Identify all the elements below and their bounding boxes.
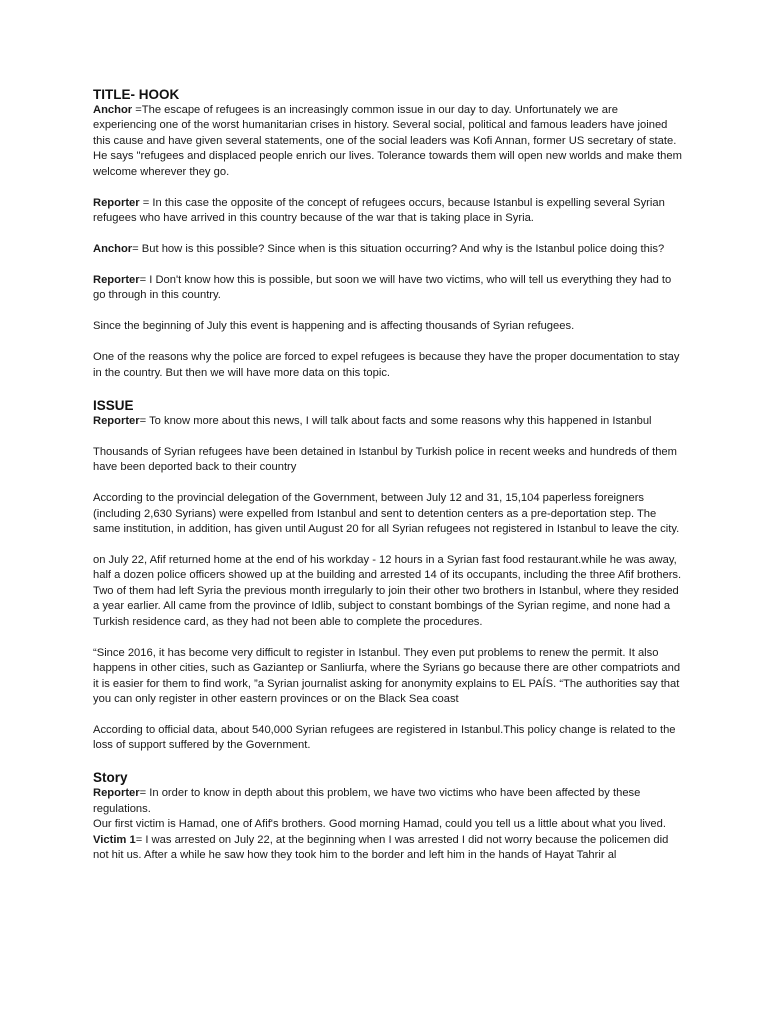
reporter-paragraph <box>93 273 683 304</box>
body-paragraph: One of the reasons why the police are forced to expel refugees is because they have the proper documentation to stay in the country. But then we will have more data on this topic. <box>93 351 680 379</box>
body-paragraph: Thousands of Syrian refugees have been detained in Istanbul by Turkish police in recent weeks and hundreds of them have been deported back to their country <box>93 445 677 474</box>
reporter-paragraph <box>93 786 683 817</box>
paragraph-text: = I was arrested on July 22, at the beginning when I was arrested I did not worry because the policemen did not hit us. After a while he saw how they took him to the border and left him in the hands of Hayat Tahrir al <box>93 833 669 861</box>
section-heading-story: Story <box>93 770 128 786</box>
body-paragraph: According to the provincial delegation of the Government, between July 12 and 31, 15,104 paperless foreigners (including 2,630 Syrians) were expelled from Istanbul and sent to detention centers as a pre-deportation step. The same institution, in addition, has given until August 20 for all Syrian refugees not registered in Istanbul to leave the city. <box>93 492 680 536</box>
body-paragraph: According to official data, about 540,000 Syrian refugees are registered in Istanbul.This policy change is related to the loss of support suffered by the Government. <box>93 723 676 752</box>
body-paragraph: Our first victim is Hamad, one of Afif's brothers. Good morning Hamad, could you tell us a little about what you lived. <box>93 818 666 831</box>
section-heading-hook: TITLE- HOOK <box>93 87 180 102</box>
body-paragraph: on July 22, Afif returned home at the end of his workday - 12 hours in a Syrian fast food restaurant.while he was away, half a dozen police officers showed up at the building and arrested 14 of its occupants, including the three Afif brothers. Two of them had left Syria the previous month irregularly to join their other two brothers in Istanbul, where they resided a year earlier. All came from the province of Idlib, subject to constant bombings of the Syrian regime, and none had a Turkish residence card, as they had not been able to complete the procedures. <box>93 554 682 628</box>
speaker-label: Reporter <box>93 274 140 287</box>
speaker-label: Reporter <box>93 414 140 427</box>
anchor-paragraph <box>93 103 683 180</box>
body-paragraph: Since the beginning of July this event is happening and is affecting thousands of Syrian refugees. <box>93 320 575 333</box>
paragraph-text: = In this case the opposite of the concept of refugees occurs, because Istanbul is expelling several Syrian refugees who have arrived in this country because of the war that is taking place in Syria. <box>93 196 665 225</box>
speaker-label: Reporter <box>93 196 140 209</box>
paragraph-text: = In order to know in depth about this problem, we have two victims who have been affected by these regulations. <box>93 787 641 815</box>
paragraph-text: = To know more about this news, I will talk about facts and some reasons why this happened in Istanbul <box>139 414 652 427</box>
reporter-paragraph <box>93 196 683 227</box>
document-page <box>93 86 683 863</box>
paragraph-text: =The escape of refugees is an increasingly common issue in our day to day. Unfortunately we are experiencing one of the worst humanitarian crises in history. Several social, political and famous leaders have joined this cause and have given several statements, one of the social leaders was Kofi Annan, former US secretary of state. He says "refugees and displaced people enrich our lives. Tolerance towards them will open new worlds and make them welcome wherever they go. <box>93 104 682 178</box>
speaker-label: Anchor <box>93 243 133 256</box>
anchor-paragraph <box>93 242 683 257</box>
section-heading-issue: ISSUE <box>93 397 134 413</box>
speaker-label: Anchor <box>93 104 133 116</box>
reporter-paragraph <box>93 414 683 429</box>
victim-paragraph <box>93 833 683 864</box>
paragraph-text: = But how is this possible? Since when is this situation occurring? And why is the Istanbul police doing this? <box>132 243 665 256</box>
speaker-label: Reporter <box>93 787 140 800</box>
speaker-label: Victim 1 <box>93 833 136 846</box>
quote-paragraph: “Since 2016, it has become very difficult to register in Istanbul. They even put problems to renew the permit. It also happens in other cities, such as Gaziantep or Sanliurfa, where the Syrians go because there are other compatriots and it is easier for them to find work, ”a Syrian journalist asking for anonymity explains to EL PAÍS. “The authorities say that you can only register in other eastern provinces or on the Black Sea coast <box>93 646 681 705</box>
paragraph-text: = I Don't know how this is possible, but soon we will have two victims, who will tell us everything they had to go through in this country. <box>93 274 672 302</box>
